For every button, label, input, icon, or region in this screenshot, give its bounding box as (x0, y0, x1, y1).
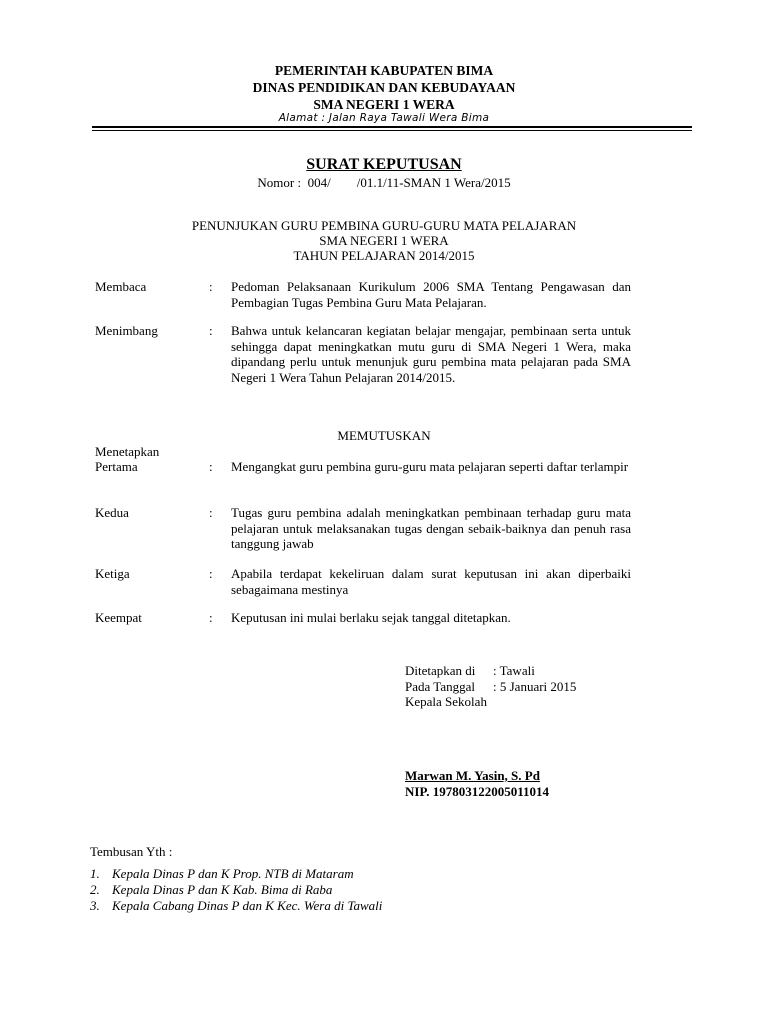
clause-label: Keempat (95, 610, 142, 625)
header-school: SMA NEGERI 1 WERA (313, 97, 455, 112)
subject-line-1: PENUNJUKAN GURU PEMBINA GURU-GURU MATA PELAJARAN (191, 218, 577, 233)
tembusan-label: Tembusan Yth : (90, 844, 173, 859)
subject-line-2: SMA NEGERI 1 WERA (319, 233, 449, 248)
signature-place-label: Ditetapkan di (405, 663, 476, 678)
header-address: Alamat : Jalan Raya Tawali Wera Bima (278, 112, 490, 124)
clause-text: Apabila terdapat kekeliruan dalam surat keputusan ini akan diperbaiki sebagaimana mestinya (231, 566, 631, 597)
header-government: PEMERINTAH KABUPATEN BIMA (274, 63, 494, 78)
clause-label: Kedua (95, 505, 129, 520)
signature-date-label: Pada Tanggal (405, 678, 475, 694)
signature-block (405, 663, 576, 710)
clause-colon: : (209, 566, 213, 581)
list-item: 1. Kepala Dinas P dan K Prop. NTB di Mataram (90, 866, 354, 881)
signer-nip: NIP. 197803122005011014 (405, 783, 549, 799)
clause-colon: : (209, 505, 213, 520)
clause-colon: : (209, 279, 213, 294)
clause-colon: : (209, 610, 213, 625)
document-number: Nomor : 004/ /01.1/11-SMAN 1 Wera/2015 (257, 175, 511, 190)
clause-label: Menimbang (95, 323, 158, 338)
clause-text: Bahwa untuk kelancaran kegiatan belajar mengajar, pembinaan serta untuk sehingga dapat meningkatkan mutu guru di SMA Negeri 1 Wera, maka dipandang perlu untuk menunjuk guru pembina mata pelajaran pada SMA Negeri 1 Wera Tahun Pelajaran 2014/2015. (231, 323, 631, 385)
subject-line-3: TAHUN PELAJARAN 2014/2015 (293, 248, 475, 263)
clause-text: Keputusan ini mulai berlaku sejak tanggal ditetapkan. (231, 610, 511, 625)
header-divider-thick (92, 126, 692, 128)
signature-place-value: : Tawali (493, 663, 535, 678)
clause-label: Ketiga (95, 566, 130, 581)
list-item: 2. Kepala Dinas P dan K Kab. Bima di Raba (90, 882, 333, 897)
memutuskan-heading: MEMUTUSKAN (337, 428, 431, 443)
signature-date-row (405, 679, 576, 695)
header-department: DINAS PENDIDIKAN DAN KEBUDAYAAN (252, 80, 516, 95)
clause-label: Pertama (95, 459, 138, 474)
clause-text: Mengangkat guru pembina guru-guru mata pelajaran seperti daftar terlampir (231, 459, 629, 474)
signer-name: Marwan M. Yasin, S. Pd (405, 768, 540, 783)
menetapkan-label: Menetapkan (95, 444, 160, 459)
signature-title: Kepala Sekolah (405, 694, 487, 709)
clause-text: Pedoman Pelaksanaan Kurikulum 2006 SMA Tentang Pengawasan dan Pembagian Tugas Pembina Guru Mata Pelajaran. (231, 279, 631, 310)
signer-block (405, 768, 549, 799)
clause-colon: : (209, 459, 213, 474)
clause-label: Membaca (95, 279, 147, 294)
document-title: SURAT KEPUTUSAN (306, 156, 462, 173)
signature-place-row (405, 663, 576, 679)
list-item: 3. Kepala Cabang Dinas P dan K Kec. Wera di Tawali (90, 898, 383, 913)
tembusan-list (90, 866, 382, 914)
clause-text: Tugas guru pembina adalah meningkatkan pembinaan terhadap guru mata pelajaran untuk melaksanakan tugas dengan sebaik-baiknya dan penuh rasa tanggung jawab (231, 505, 631, 551)
header-divider-thin (92, 130, 692, 131)
signature-date-value: : 5 Januari 2015 (493, 678, 577, 694)
clause-colon: : (209, 323, 213, 338)
